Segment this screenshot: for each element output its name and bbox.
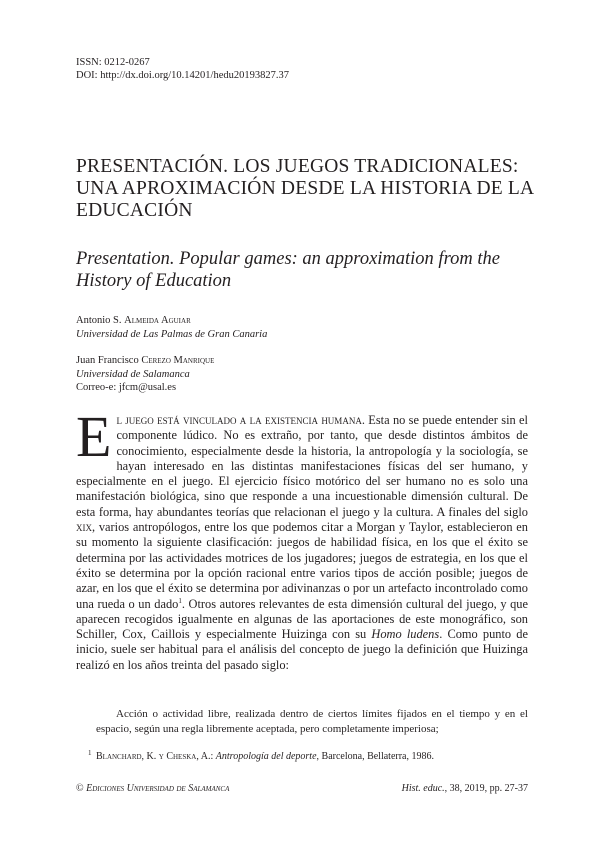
footnote-work-title: Antropología del deporte	[215, 751, 317, 762]
copyright-symbol: ©	[76, 783, 87, 794]
century-small-caps: xix	[76, 520, 92, 535]
author-2-affiliation: Universidad de Salamanca	[76, 368, 190, 380]
title-spanish: PRESENTACIÓN. LOS JUEGOS TRADICIONALES: UNA APROXIMACIÓN DESDE LA HISTORIA DE LA EDUCACIÓN	[76, 156, 534, 221]
publisher-name: Ediciones Universidad de Salamanca	[86, 783, 230, 794]
author-1-surname: Almeida Aguiar	[124, 315, 191, 326]
author-1-affiliation: Universidad de Las Palmas de Gran Canaria	[76, 328, 268, 340]
article-metadata	[76, 56, 289, 82]
footnote-publication: , Barcelona, Bellaterra, 1986.	[316, 751, 434, 762]
author-2	[76, 354, 214, 395]
issn: ISSN: 0212-0267	[76, 57, 150, 68]
footer-publisher	[76, 782, 229, 795]
body-text	[76, 404, 529, 673]
lead-in-small-caps: l juego está vinculado a la existencia humana.	[116, 413, 365, 427]
footnote-mark: 1	[88, 749, 92, 757]
author-2-email[interactable]: Correo-e: jfcm@usal.es	[76, 382, 177, 393]
author-1-first-name: Antonio S.	[76, 315, 125, 326]
block-quote: Acción o actividad libre, realizada dentro de ciertos límites fijados en el tiempo y en el espacio, según una regla libremente aceptada, pero completamente imperiosa;	[96, 708, 528, 735]
author-2-first-name: Juan Francisco	[76, 355, 142, 366]
doi-link[interactable]: DOI: http://dx.doi.org/10.14201/hedu20193827.37	[76, 70, 290, 81]
footnote-authors: Blanchard, K. y Cheska, A.	[96, 751, 211, 762]
body-text-1: Esta no se puede entender sin el componente lúdico. No es extraño, por tanto, que desde distintos ámbitos de conocimiento, especialmente desde la historia, la antropología y la sociología, se hayan interesado en las distintas manifestaciones físicas del ser humano, y especialmente en el juego. El ejercicio físico motórico del ser humano no es solo una manifestación biológica, sino que responde a una incuestionable dimensión cultural. De esta forma, hay abundantes teorías que relacionan el juego y la cultura. A finales del siglo	[76, 413, 529, 519]
body-text-2: , varios antropólogos, entre los que podemos citar a Morgan y Taylor, establecieron en su momento la siguiente clasificación: juegos de habilidad física, en los que el éxito se determina por las actividades motrices de los jugadores; juegos de estrategia, en los que el éxito se determina por la opción racional entre varios tipos de acción posible; juegos de azar, en los que el éxito se determina por adivinanzas o por un artefacto incontrolado como una rueda o un dado	[76, 520, 528, 611]
issue-pages: , 38, 2019, pp. 27-37	[444, 783, 528, 794]
title-english: Presentation. Popular games: an approximation from the History of Education	[76, 249, 500, 291]
footnote	[88, 749, 528, 763]
author-1	[76, 314, 267, 341]
footnote-reference[interactable]: 1	[178, 596, 182, 605]
footnote-separator: :	[210, 751, 216, 762]
book-title: Homo ludens	[371, 627, 440, 642]
author-2-surname: Cerezo Manrique	[141, 355, 215, 366]
body-text-4: . Como punto de inicio, suele ser habitual para el análisis del concepto de juego la definición que Huizinga realizó en los años treinta del pasado siglo:	[76, 627, 528, 672]
body-text-3: . Otros autores relevantes de esta dimensión cultural del juego, y que aparecen recogidos igualmente en algunas de las aportaciones de este monográfico, son Schiller, Cox, Caillois y especialmente Huizinga con su	[76, 596, 528, 642]
journal-name: Hist. educ.	[401, 783, 445, 794]
footer-citation	[402, 782, 528, 795]
drop-cap: E	[76, 404, 112, 469]
